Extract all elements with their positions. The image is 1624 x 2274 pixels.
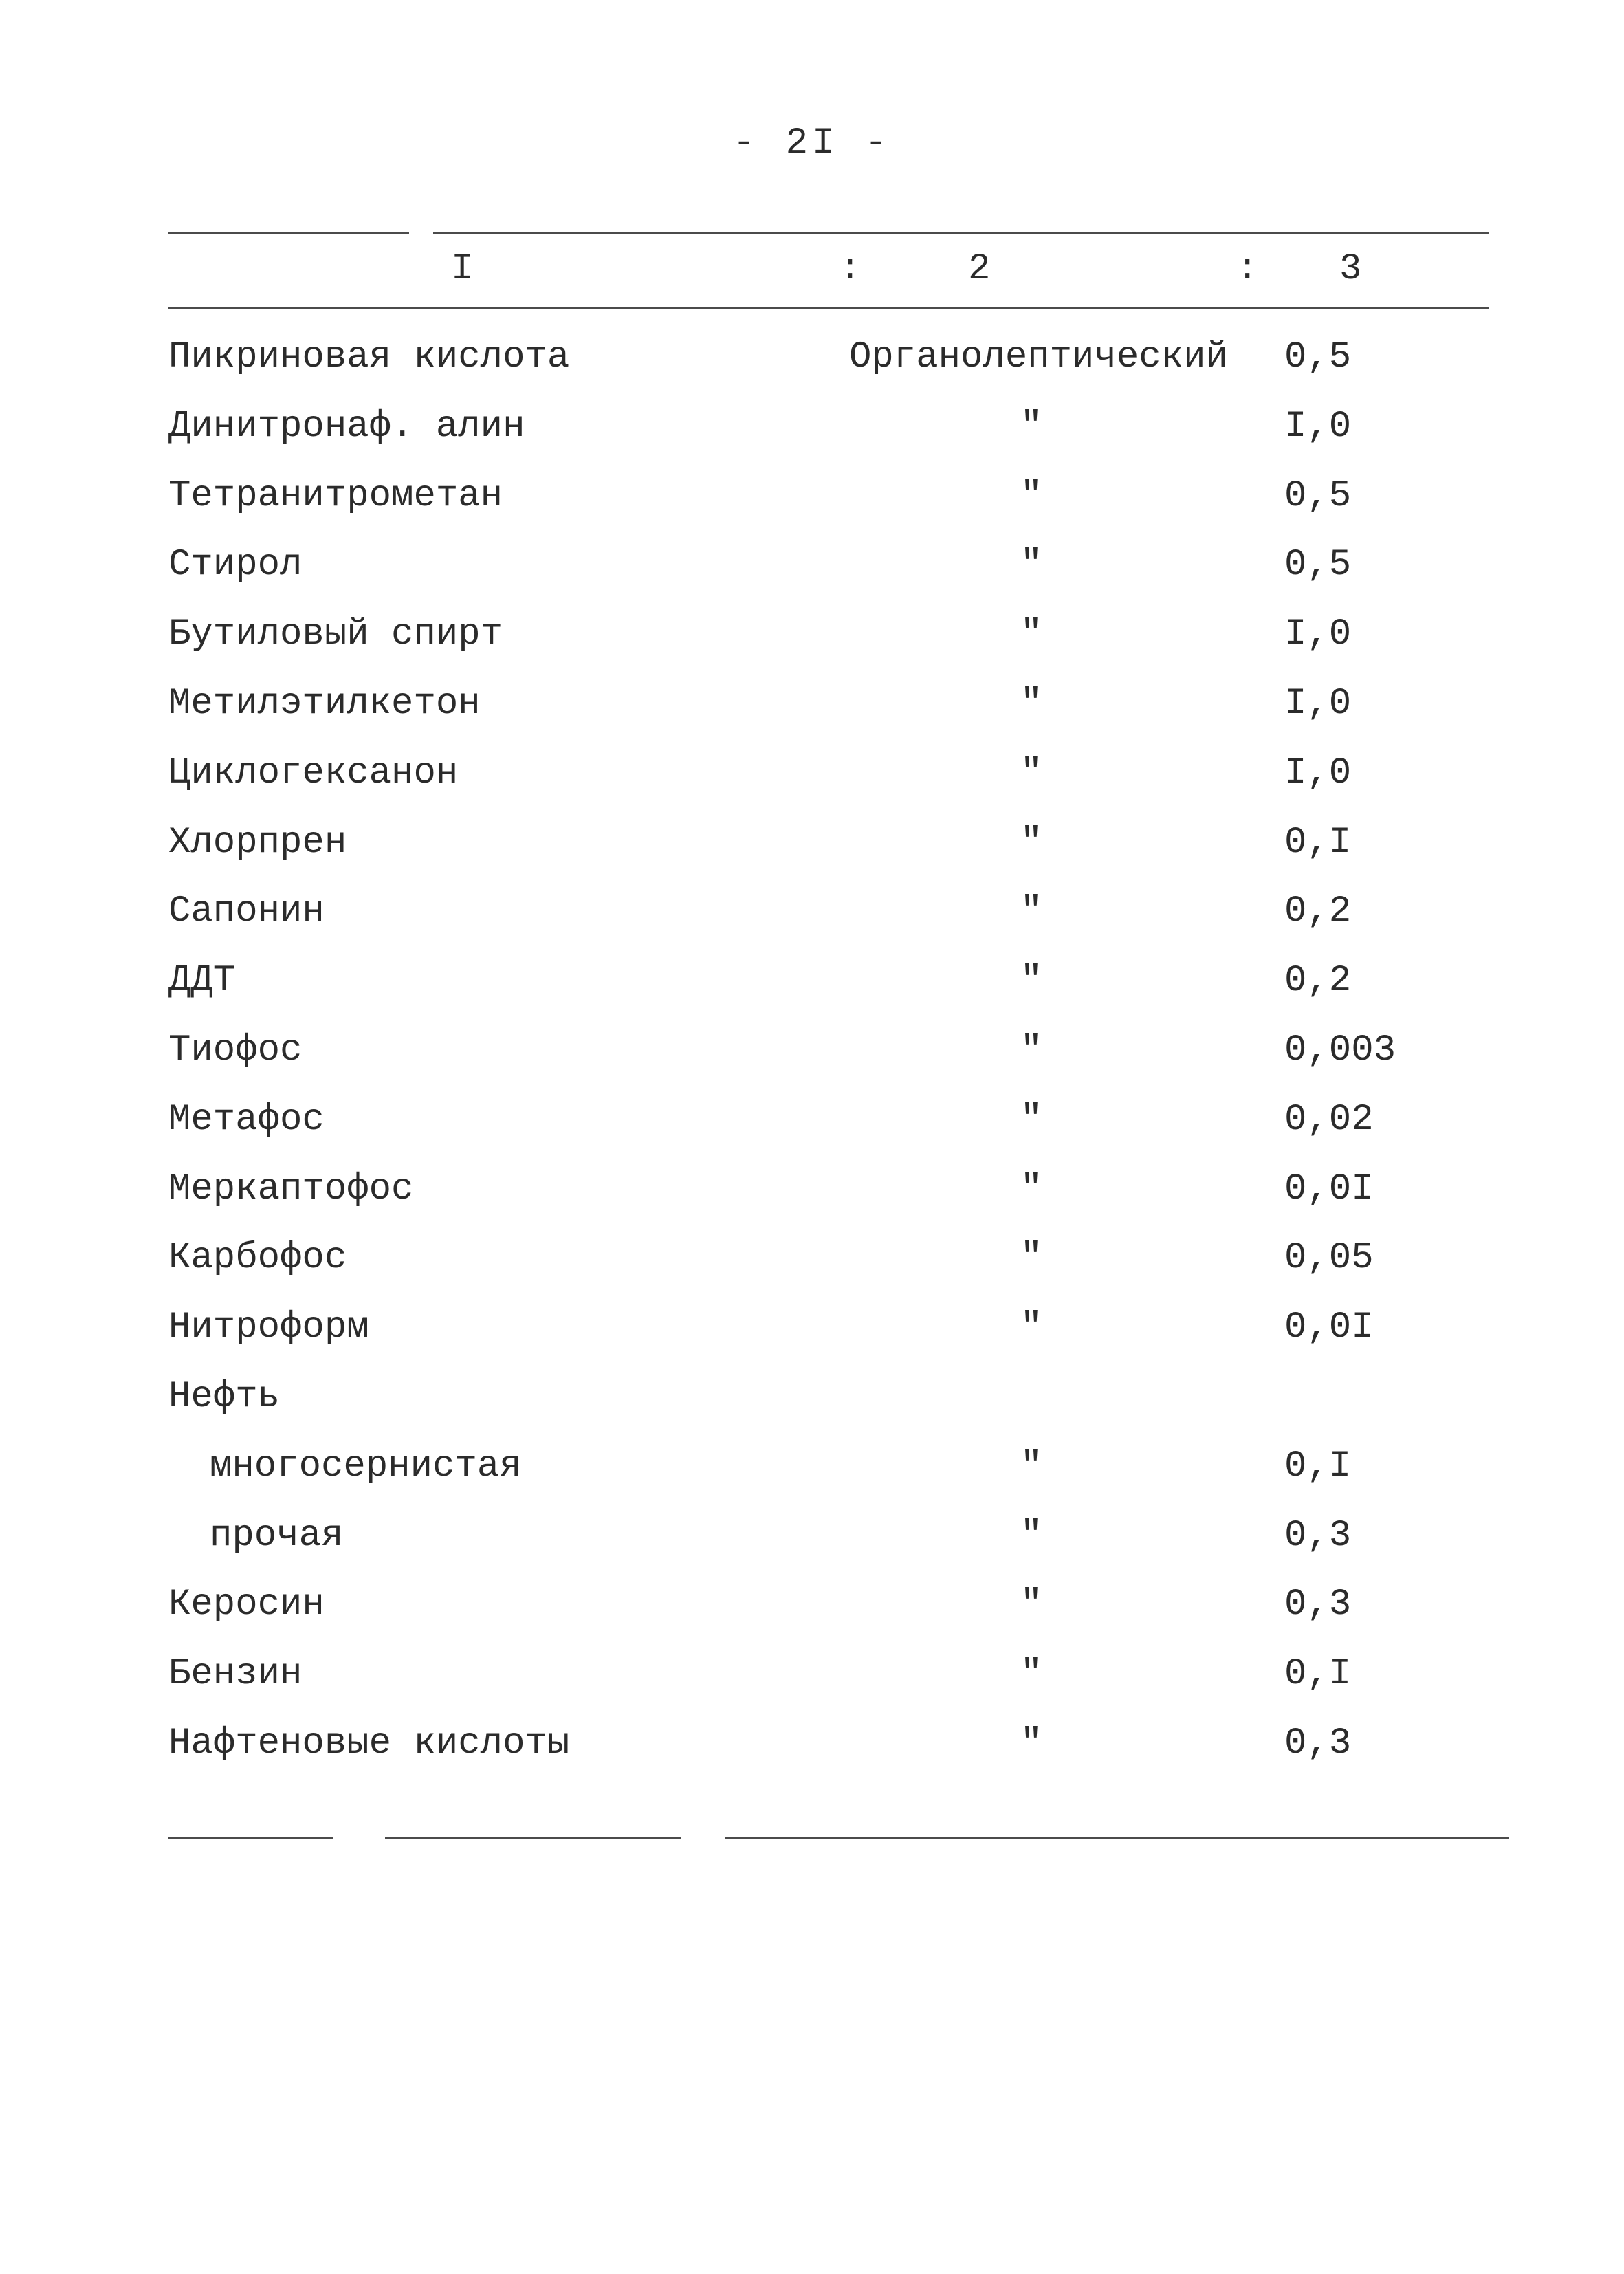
substance-name: Сапонин xyxy=(168,890,325,932)
threshold-value: I,0 xyxy=(1284,613,1352,655)
threshold-value: 0,003 xyxy=(1284,1029,1396,1071)
threshold-value: 0,I xyxy=(1284,1653,1352,1695)
substance-name: Тиофос xyxy=(168,1029,303,1071)
table-row xyxy=(0,884,1624,939)
substance-name: Меркаптофос xyxy=(168,1168,414,1210)
threshold-value: 0,02 xyxy=(1284,1099,1374,1141)
substance-name: Хлорпрен xyxy=(168,822,347,864)
substance-name: Нитроформ xyxy=(168,1307,369,1348)
substance-name: многосернистая xyxy=(210,1445,522,1487)
substance-name: Нафтеновые кислоты xyxy=(168,1723,570,1764)
substance-name: Метилэтилкетон xyxy=(168,683,481,725)
substance-name: ДДТ xyxy=(168,960,236,1002)
table-row xyxy=(0,746,1624,801)
threshold-value: 0,0I xyxy=(1284,1168,1374,1210)
detection-method: " xyxy=(1020,1515,1043,1557)
table-row xyxy=(0,1023,1624,1078)
detection-method: " xyxy=(1020,1099,1043,1141)
threshold-value: 0,I xyxy=(1284,822,1352,864)
header-col1: I xyxy=(451,248,474,290)
table-row xyxy=(0,607,1624,662)
detection-method: " xyxy=(1020,1723,1043,1764)
detection-method: " xyxy=(1020,1029,1043,1071)
table-row xyxy=(0,330,1624,385)
table-row xyxy=(0,1093,1624,1148)
table-row xyxy=(0,400,1624,455)
table-bottom-rule-segment xyxy=(725,1837,1509,1839)
threshold-value: 0,2 xyxy=(1284,960,1352,1002)
detection-method: " xyxy=(1020,1307,1043,1348)
detection-method: " xyxy=(1020,1653,1043,1695)
detection-method: " xyxy=(1020,1168,1043,1210)
detection-method: " xyxy=(1020,544,1043,586)
header-col3: 3 xyxy=(1339,248,1362,290)
detection-method: " xyxy=(1020,890,1043,932)
table-top-rule-segment xyxy=(433,232,1489,234)
detection-method: " xyxy=(1020,1237,1043,1279)
header-separator: : xyxy=(1236,248,1259,290)
table-row xyxy=(0,1439,1624,1494)
substance-name: Пикриновая кислота xyxy=(168,336,570,378)
substance-name: Динитронаф. алин xyxy=(168,406,525,448)
threshold-value: I,0 xyxy=(1284,752,1352,794)
substance-name: Бутиловый спирт xyxy=(168,613,503,655)
detection-method: Органолептический xyxy=(849,336,1228,378)
table-row xyxy=(0,954,1624,1009)
detection-method: " xyxy=(1020,752,1043,794)
threshold-value: 0,I xyxy=(1284,1445,1352,1487)
table-row xyxy=(0,1231,1624,1286)
threshold-value: 0,3 xyxy=(1284,1515,1352,1557)
detection-method: " xyxy=(1020,960,1043,1002)
threshold-value: 0,05 xyxy=(1284,1237,1374,1279)
substance-name: Карбофос xyxy=(168,1237,347,1279)
detection-method: " xyxy=(1020,475,1043,517)
threshold-value: 0,0I xyxy=(1284,1307,1374,1348)
table-row xyxy=(0,816,1624,871)
table-row xyxy=(0,1162,1624,1217)
substance-name: Нефть xyxy=(168,1376,281,1418)
threshold-value: 0,5 xyxy=(1284,544,1352,586)
threshold-value: 0,5 xyxy=(1284,336,1352,378)
table-row xyxy=(0,1647,1624,1702)
detection-method: " xyxy=(1020,683,1043,725)
threshold-value: I,0 xyxy=(1284,406,1352,448)
substance-name: Керосин xyxy=(168,1584,325,1626)
threshold-value: 0,3 xyxy=(1284,1723,1352,1764)
table-row xyxy=(0,1716,1624,1771)
table-row xyxy=(0,1577,1624,1632)
substance-name: Тетранитрометан xyxy=(168,475,503,517)
threshold-value: 0,3 xyxy=(1284,1584,1352,1626)
detection-method: " xyxy=(1020,406,1043,448)
detection-method: " xyxy=(1020,1445,1043,1487)
page-number: - 2I - xyxy=(732,122,892,164)
threshold-value: I,0 xyxy=(1284,683,1352,725)
table-row xyxy=(0,1509,1624,1564)
threshold-value: 0,5 xyxy=(1284,475,1352,517)
table-header-rule xyxy=(168,307,1489,309)
table-row xyxy=(0,538,1624,593)
table-bottom-rule-segment xyxy=(168,1837,333,1839)
header-col2: 2 xyxy=(968,248,991,290)
threshold-value: 0,2 xyxy=(1284,890,1352,932)
table-top-rule-segment xyxy=(168,232,409,234)
substance-name: Стирол xyxy=(168,544,303,586)
detection-method: " xyxy=(1020,822,1043,864)
table-row xyxy=(0,1370,1624,1425)
detection-method: " xyxy=(1020,613,1043,655)
substance-name: Метафос xyxy=(168,1099,325,1141)
substance-name: Бензин xyxy=(168,1653,303,1695)
detection-method: " xyxy=(1020,1584,1043,1626)
table-row xyxy=(0,1300,1624,1355)
substance-name: прочая xyxy=(210,1515,344,1557)
substance-name: Циклогексанон xyxy=(168,752,459,794)
table-row xyxy=(0,469,1624,524)
table-row xyxy=(0,677,1624,732)
table-bottom-rule-segment xyxy=(385,1837,681,1839)
header-separator: : xyxy=(839,248,862,290)
